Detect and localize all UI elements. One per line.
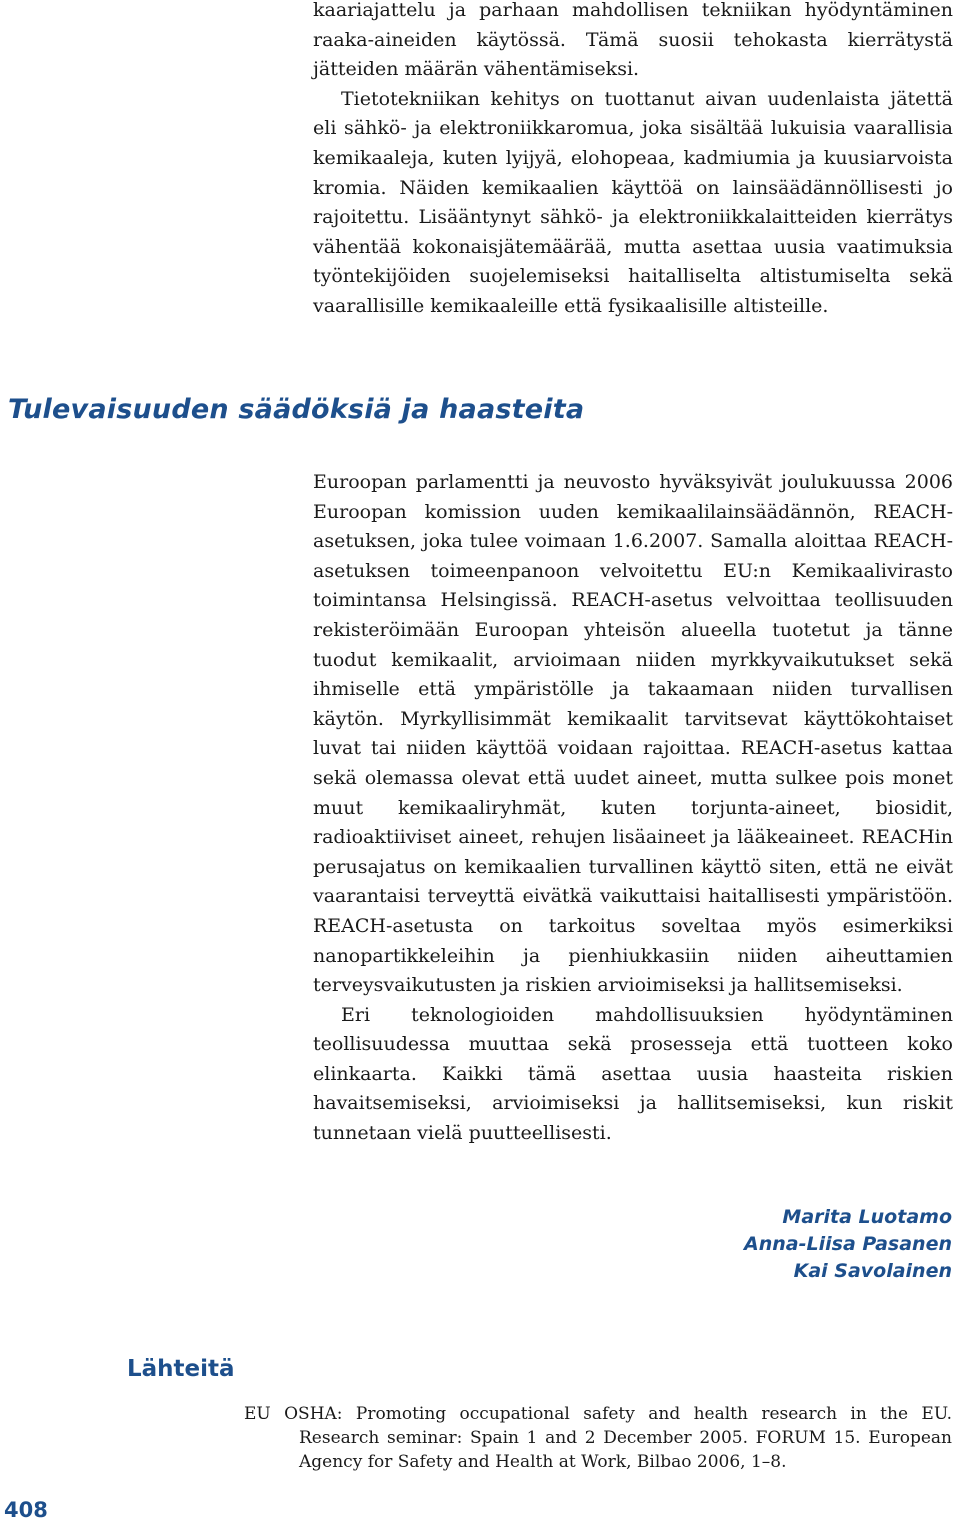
lead-paragraph: kaariajattelu ja parhaan mahdollisen tekniikan hyödyntäminen raaka-aineiden käytössä. Tämä suosii tehokasta kierrätystä jätteiden määrän vähentämiseksi.: [313, 0, 953, 81]
references-list: [244, 1402, 952, 1474]
author-list: [744, 1204, 952, 1285]
section-heading: Tulevaisuuden säädöksiä ja haasteita: [8, 394, 585, 425]
section-paragraph-1: Euroopan parlamentti ja neuvosto hyväksyivät joulukuussa 2006 Euroopan komission uuden kemikaalilainsäädännön, REACH-asetuksen, joka tulee voimaan 1.6.2007. Samalla aloittaa REACH-asetuksen toimeenpanoon velvoitettu EU:n Kemikaalivirasto toimintansa Helsingissä. REACH-asetus velvoittaa teollisuuden rekisteröimään Euroopan yhteisön alueella tuotetut ja tänne tuodut kemikaalit, arvioimaan niiden myrkkyvaikutukset sekä ihmiselle että ympäristölle ja takaamaan niiden turvallisen käytön. Myrkyllisimmät kemikaalit tarvitsevat käyttökohtaiset luvat tai niiden käyttöä voidaan rajoittaa. REACH-asetus kattaa sekä olemassa olevat että uudet aineet, mutta sulkee pois monet muut kemikaaliryhmät, kuten torjunta-aineet, biosidit, radioaktiiviset aineet, rehujen lisäaineet ja lääkeaineet. REACHin perusajatus on kemikaalien turvallinen käyttö siten, että ne eivät vaarantaisi terveyttä eivätkä vaikuttaisi haitallisesti ympäristöön. REACH-asetusta on tarkoitus soveltaa myös esimerkiksi nanopartikkeleihin ja pienhiukkasiin niiden aiheuttamien terveysvaikutusten ja riskien arvioimiseksi ja hallitsemiseksi.: [313, 471, 953, 997]
author-name: Kai Savolainen: [793, 1260, 952, 1282]
lead-text-column: [313, 0, 953, 322]
lead-paragraph-indented: Tietotekniikan kehitys on tuottanut aivan uudenlaista jätettä eli sähkö- ja elektroniikkaromua, joka sisältää lukuisia vaarallisia kemikaaleja, kuten lyijyä, elohopeaa, kadmiumia ja kuusiarvoista kromia. Näiden kemikaalien käyttöä on lainsäädännöllisesti jo rajoitettu. Lisääntynyt sähkö- ja elektroniikkalaitteiden kierrätys vähentää kokonaisjätemäärää, mutta asettaa uusia vaatimuksia työntekijöiden suojelemiseksi haitalliselta altistumiselta sekä vaarallisille kemikaaleille että fysikaalisille altisteille.: [313, 87, 953, 317]
author-name: Marita Luotamo: [782, 1206, 952, 1228]
reference-item: EU OSHA: Promoting occupational safety and health research in the EU. Research seminar: Spain 1 and 2 December 2005. FORUM 15. European Agency for Safety and Health at Work, Bilbao 2006, 1–8.: [244, 1404, 952, 1472]
author-name: Anna-Liisa Pasanen: [744, 1233, 952, 1255]
references-heading: Lähteitä: [127, 1356, 235, 1382]
page-number: 408: [4, 1498, 48, 1522]
section-text-column: [313, 468, 953, 1149]
section-paragraph-2: Eri teknologioiden mahdollisuuksien hyödyntäminen teollisuudessa muuttaa sekä prosesseja että tuotteen koko elinkaarta. Kaikki tämä asettaa uusia haasteita riskien havaitsemiseksi, arvioimiseksi ja hallitsemiseksi, kun riskit tunnetaan vielä puutteellisesti.: [313, 1003, 953, 1145]
